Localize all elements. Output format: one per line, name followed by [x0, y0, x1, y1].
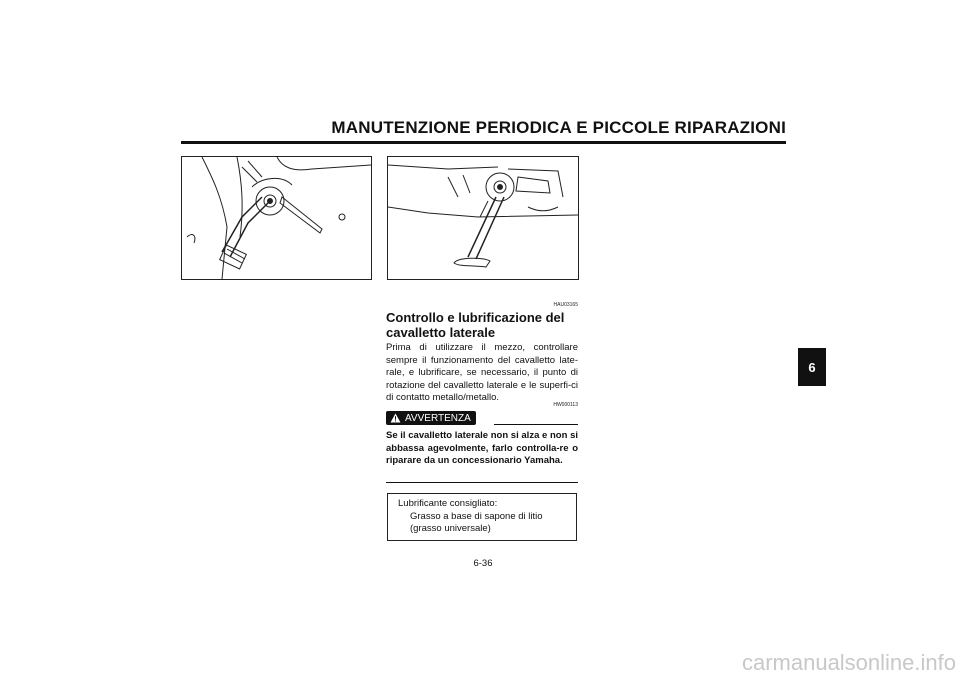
warning-text: Se il cavalletto laterale non si alza e non si abbassa agevolmente, farlo controlla-re o riparare da un concessionario Yamaha. — [386, 430, 578, 467]
lubricant-line-2: (grasso universale) — [410, 523, 491, 535]
lubricant-box — [387, 493, 577, 541]
section-body: Prima di utilizzare il mezzo, controllare sempre il funzionamento del cavalletto late-rale, e lubrificare, se necessario, il punto di rotazione del cavalletto laterale e le superfi-ci di contatto metallo/metallo. — [386, 342, 578, 404]
warning-end-rule — [386, 482, 578, 483]
section-code: HAU03165 — [553, 302, 578, 308]
title-rule — [181, 141, 786, 144]
warning-label: AVVERTENZA — [405, 412, 471, 424]
page-title: MANUTENZIONE PERIODICA E PICCOLE RIPARAZIONI — [331, 118, 786, 137]
section-heading: Controllo e lubrificazione del cavalletto laterale — [386, 310, 565, 340]
warning-badge — [386, 411, 476, 425]
warning-triangle-icon — [390, 413, 401, 423]
lubricant-title: Lubrificante consigliato: — [398, 498, 498, 509]
page-number: 6-36 — [473, 558, 493, 569]
illustration-sidestand — [387, 156, 579, 280]
watermark: carmanualsonline.info — [741, 650, 956, 675]
warning-rule — [494, 424, 578, 425]
illustration-footrest — [181, 156, 372, 280]
chapter-tab[interactable]: 6 — [798, 348, 826, 386]
lubricant-line-1: Grasso a base di sapone di litio — [410, 510, 543, 522]
warning-code: HW000113 — [553, 402, 578, 408]
